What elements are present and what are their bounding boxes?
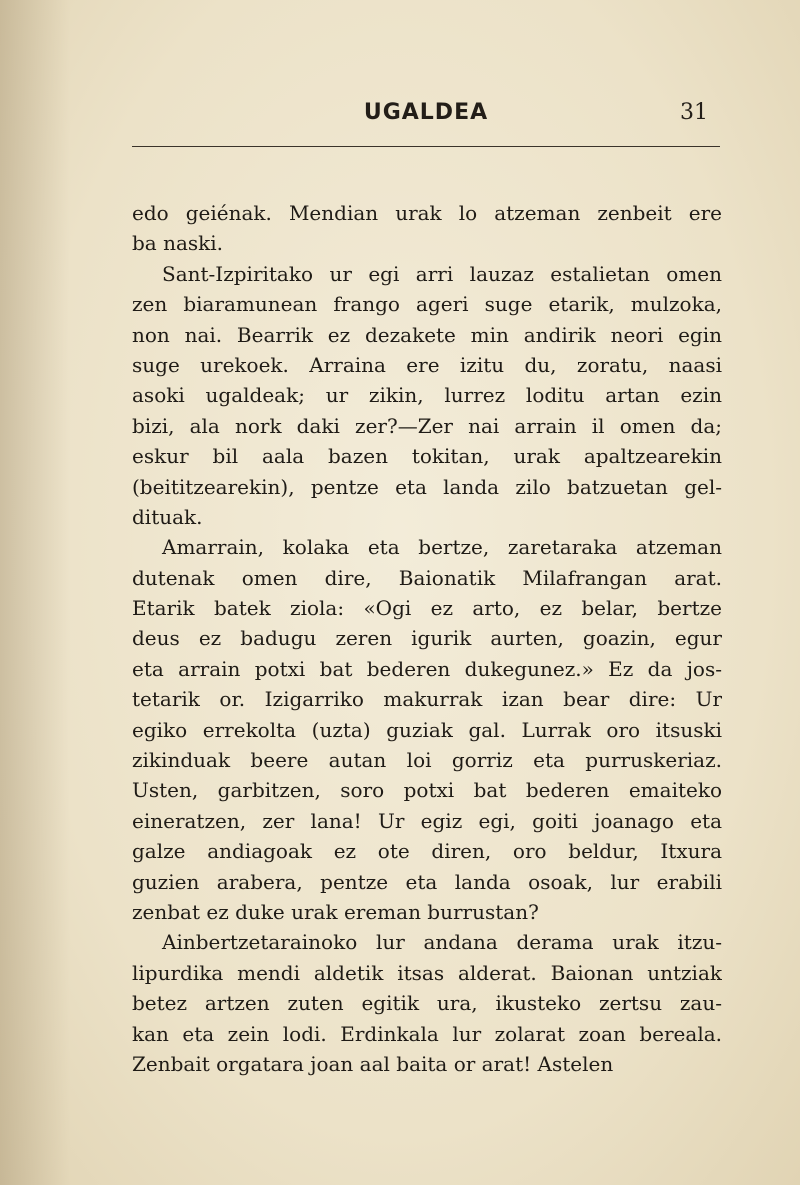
text-line: Etarik batek ziola: «Ogi ez arto, ez belar, bertze xyxy=(132,596,722,621)
text-line: Ainbertzetarainoko lur andana derama urak itzu- xyxy=(162,930,722,955)
text-line: Usten, garbitzen, soro potxi bat bederen emaiteko xyxy=(132,778,722,803)
text-line: galze andiagoak ez ote diren, oro beldur, Itxura xyxy=(132,839,722,864)
text-line: asoki ugaldeak; ur zikin, lurrez loditu artan ezin xyxy=(132,383,722,408)
running-title: UGALDEA xyxy=(363,100,489,125)
text-line: non nai. Bearrik ez dezakete min andirik neori egin xyxy=(132,322,722,347)
text-line: Sant-Izpiritako ur egi arri lauzaz estalietan omen xyxy=(162,261,722,286)
paragraph xyxy=(132,927,722,1079)
text-line: betez artzen zuten egitik ura, ikusteko zertsu zau- xyxy=(132,991,722,1016)
text-line: guzien arabera, pentze eta landa osoak, lur erabili xyxy=(132,869,722,894)
text-line: (beititzearekin), pentze eta landa zilo batzuetan gel- xyxy=(132,474,722,499)
text-line: zikinduak beere autan loi gorriz eta purruskeriaz. xyxy=(132,748,722,773)
paragraph xyxy=(132,198,722,259)
text-line: Amarrain, kolaka eta bertze, zaretaraka atzeman xyxy=(162,535,722,560)
text-line: Zenbait orgatara joan aal baita or arat! Astelen xyxy=(132,1051,614,1076)
text-line: eta arrain potxi bat bederen dukegunez.» Ez da jos- xyxy=(132,656,722,681)
page-header xyxy=(132,100,720,136)
body-text xyxy=(132,198,722,1079)
text-line: zenbat ez duke urak ereman burrustan? xyxy=(132,899,539,924)
page-number: 31 xyxy=(680,100,708,125)
text-line: kan eta zein lodi. Erdinkala lur zolarat zoan bereala. xyxy=(132,1021,722,1046)
text-line: eineratzen, zer lana! Ur egiz egi, goiti joanago eta xyxy=(132,808,722,833)
text-line: dutenak omen dire, Baionatik Milafrangan arat. xyxy=(132,565,722,590)
text-line: egiko errekolta (uzta) guziak gal. Lurrak oro itsuski xyxy=(132,717,722,742)
text-line: suge urekoek. Arraina ere izitu du, zoratu, naasi xyxy=(132,352,722,377)
text-line: lipurdika mendi aldetik itsas alderat. Baionan untziak xyxy=(132,960,722,985)
paragraph xyxy=(132,259,722,533)
text-line: zen biaramunean frango ageri suge etarik, mulzoka, xyxy=(132,292,722,317)
text-line: bizi, ala nork daki zer?—Zer nai arrain il omen da; xyxy=(132,413,722,438)
text-line: dituak. xyxy=(132,504,203,529)
text-line: ba naski. xyxy=(132,231,224,256)
paragraph xyxy=(132,532,722,927)
text-line: edo geiénak. Mendian urak lo atzeman zenbeit ere xyxy=(132,201,722,225)
text-line: deus ez badugu zeren igurik aurten, goazin, egur xyxy=(132,626,722,651)
header-rule xyxy=(132,146,720,147)
text-line: eskur bil aala bazen tokitan, urak apaltzearekin xyxy=(132,444,722,469)
text-line: tetarik or. Izigarriko makurrak izan bear dire: Ur xyxy=(132,687,722,712)
